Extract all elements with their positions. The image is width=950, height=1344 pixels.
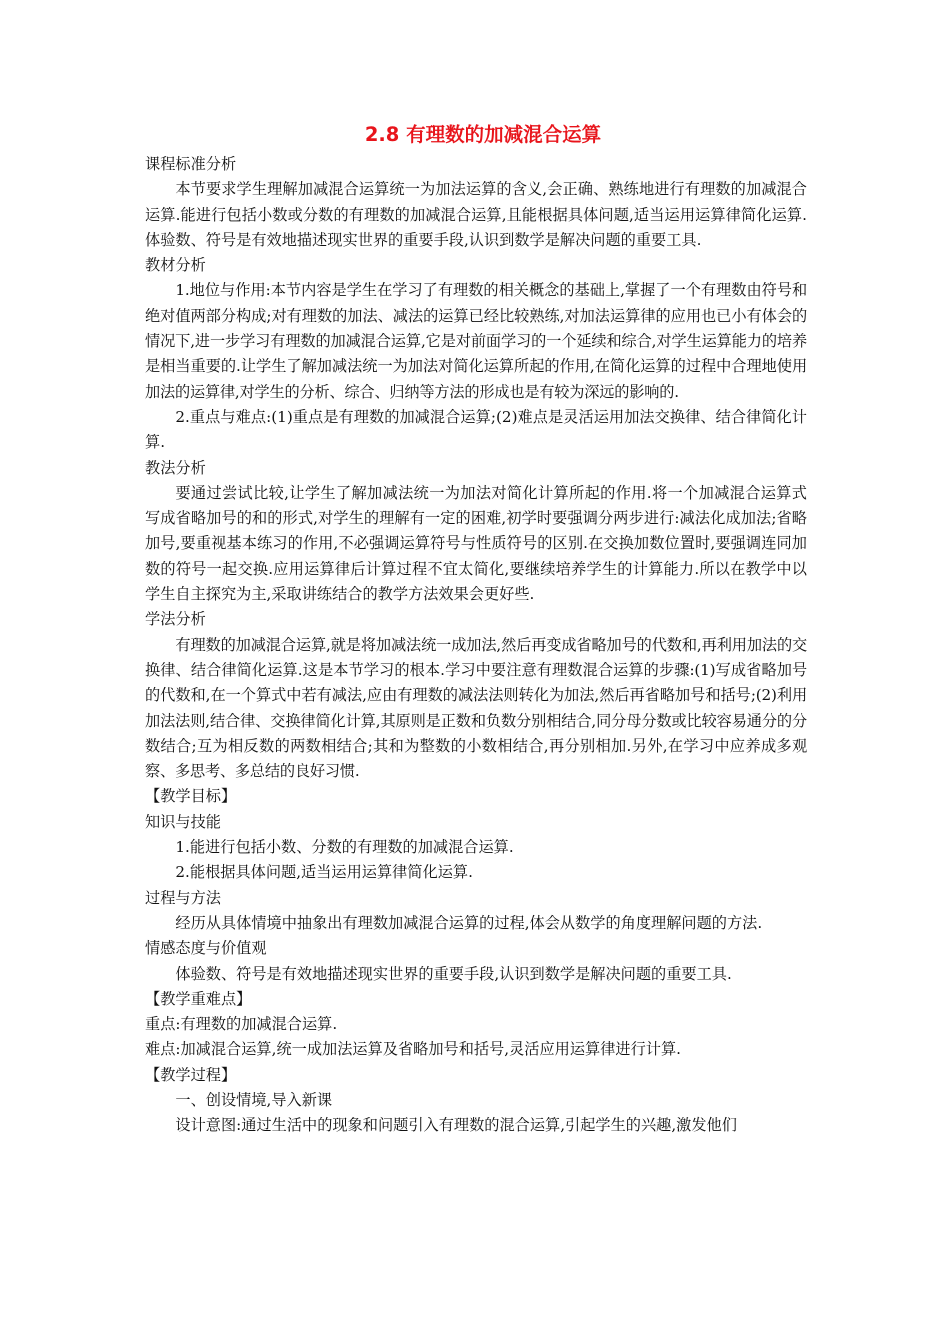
document-page xyxy=(145,118,807,1139)
text-difficulty: 难点:加减混合运算,统一成加法运算及省略加号和括号,灵活应用运算律进行计算. xyxy=(145,1040,681,1059)
heading-curriculum: 课程标准分析 xyxy=(145,155,237,173)
heading-teaching-method: 教法分析 xyxy=(145,458,206,477)
heading-textbook: 教材分析 xyxy=(145,256,206,275)
text-key-point: 重点:有理数的加减混合运算. xyxy=(145,1015,338,1034)
paragraph-textbook-role: 1.地位与作用:本节内容是学生在学习了有理数的相关概念的基础上,掌握了一个有理数由符号和绝对值两部分构成;对有理数的加法、减法的运算已经比较熟练,对加法运算律的应用也已小有体会的情况下,进一步学习有理数的加减混合运算,它是对前面学习的一个延续和综合,对学生运算能力的培养是相当重要的.让学生了解加减法统一为加法对简化运算所起的作用,在简化运算的过程中合理地使用加法的运算律,对学生的分析、综合、归纳等方法的形成也是有较为深远的影响的. xyxy=(145,281,807,401)
heading-teaching-process: 【教学过程】 xyxy=(145,1065,237,1084)
heading-knowledge: 知识与技能 xyxy=(145,812,221,831)
paragraph-textbook-key: 2.重点与难点:(1)重点是有理数的加减混合运算;(2)难点是灵活运用加法交换律、结合律简化计算. xyxy=(145,407,807,452)
item-knowledge-1: 1.能进行包括小数、分数的有理数的加减混合运算. xyxy=(175,838,514,857)
paragraph-teaching-method: 要通过尝试比较,让学生了解加减法统一为加法对简化计算所起的作用.将一个加减混合运算式写成省略加号的和的形式,对学生的理解有一定的困难,初学时要强调分两步进行:减法化成加法;省略加号,要重视基本练习的作用,不必强调运算符号与性质符号的区别.在交换加数位置时,要强调连同加数的符号一起交换.应用运算律后计算过程不宜太简化,要继续培养学生的计算能力.所以在教学中以学生自主探究为主,采取讲练结合的教学方法效果会更好些. xyxy=(145,483,807,604)
heading-process-method: 过程与方法 xyxy=(145,888,221,907)
heading-emotion: 情感态度与价值观 xyxy=(145,939,267,958)
heading-learning-method: 学法分析 xyxy=(145,610,206,629)
paragraph-curriculum: 本节要求学生理解加减混合运算统一为加法运算的含义,会正确、熟练地进行有理数的加减混合运算.能进行包括小数或分数的有理数的加减混合运算,且能根据具体问题,适当运用运算律简化运算.体验数、符号是有效地描述现实世界的重要手段,认识到数学是解决问题的重要工具. xyxy=(145,180,807,249)
paragraph-emotion: 体验数、符号是有效地描述现实世界的重要手段,认识到数学是解决问题的重要工具. xyxy=(175,964,732,983)
paragraph-learning-method: 有理数的加减混合运算,就是将加减法统一成加法,然后再变成省略加号的代数和,再利用加法的交换律、结合律简化运算.这是本节学习的根本.学习中要注意有理数混合运算的步骤:(1)写成省略加号的代数和,在一个算式中若有减法,应由有理数的减法法则转化为加法,然后再省略加号和括号;(2)利用加法法则,结合律、交换律简化计算,其原则是正数和负数分别相结合,同分母分数或比较容易通分的分数结合;互为相反数的两数相结合;其和为整数的小数相结合,再分别相加.另外,在学习中应养成多观察、多思考、多总结的良好习惯. xyxy=(145,635,807,781)
text-design-intent: 设计意图:通过生活中的现象和问题引入有理数的混合运算,引起学生的兴趣,激发他们 xyxy=(175,1116,737,1135)
heading-objectives: 【教学目标】 xyxy=(145,787,237,806)
heading-key-points: 【教学重难点】 xyxy=(145,989,252,1008)
paragraph-process-method: 经历从具体情境中抽象出有理数加减混合运算的过程,体会从数学的角度理解问题的方法. xyxy=(175,913,763,932)
document-title: 2.8 有理数的加减混合运算 xyxy=(364,123,602,146)
text-step-1: 一、创设情境,导入新课 xyxy=(175,1090,333,1109)
item-knowledge-2: 2.能根据具体问题,适当运用运算律简化运算. xyxy=(175,863,473,882)
